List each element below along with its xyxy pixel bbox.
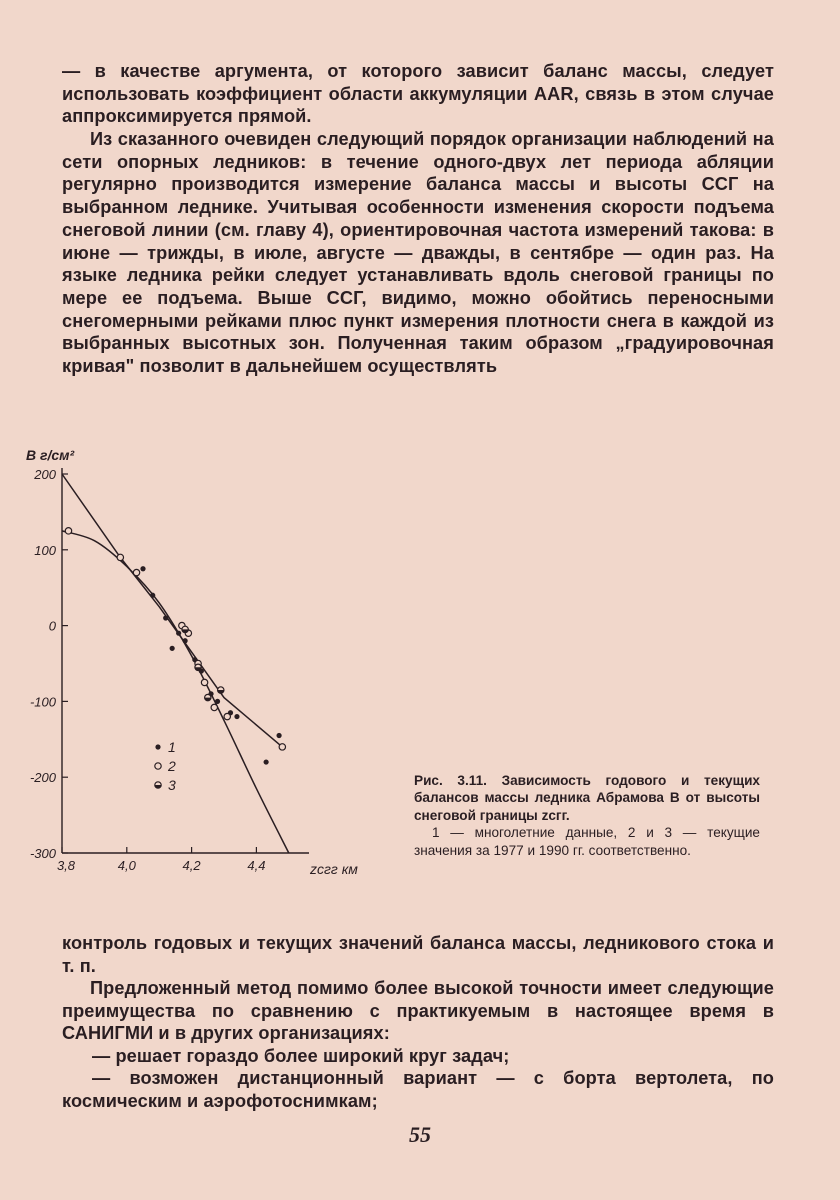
paragraph-2: Из сказанного очевиден следующий порядок организации наблюдений на сети опорных ледников: в течение одного-двух лет периода абляции регулярно производится измерение баланса массы и высоты ССГ на выбранном леднике. Учитывая особенности изменения скорости подъема снеговой линии (см. главу 4), ориентировочная частота измерений такова: в июне — трижды, в июле, августе — дважды, в сентябре — один раз. На языке ледника рейки следует устанавливать вдоль снеговой границы по мере ее подъема. Выше ССГ, видимо, можно обойтись переносными снегомерными рейками плюс пункт измерения плотности снега в каждой из выбранных высотных зон. Полученная таким образом „градуировочная кривая" позволит в дальнейшем осуществлять	[62, 129, 774, 377]
legend-marker-1	[155, 744, 160, 749]
data-point-series-1	[264, 759, 269, 764]
data-point-series-1	[163, 615, 168, 620]
data-point-series-2	[211, 704, 217, 710]
data-point-series-3	[195, 664, 201, 670]
data-point-series-1	[183, 638, 188, 643]
data-point-series-3	[182, 626, 188, 632]
data-point-series-1	[170, 646, 175, 651]
legend-marker-3	[155, 782, 161, 788]
y-tick-label: -300	[29, 846, 56, 861]
paragraph-5: — решает гораздо более широкий круг задач;	[92, 1046, 510, 1066]
x-tick-label: 4,2	[182, 858, 201, 873]
paragraph-4: Предложенный метод помимо более высокой точности имеет следующие преимущества по сравнению с практикуемым в настоящее время в САНИГМИ и в других организациях:	[62, 978, 774, 1044]
data-point-series-2	[65, 528, 71, 534]
legend-label-1: 1	[168, 739, 176, 755]
chart-points	[65, 528, 285, 765]
data-point-series-2	[117, 554, 123, 560]
data-point-series-2	[224, 713, 230, 719]
data-point-series-1	[234, 714, 239, 719]
chart-axes	[30, 467, 309, 873]
page-number: 55	[409, 1122, 431, 1147]
chart-curves	[62, 474, 289, 853]
data-point-series-3	[218, 687, 224, 693]
y-tick-label: -100	[29, 694, 56, 710]
y-tick-label: 200	[34, 467, 56, 482]
data-point-series-1	[140, 566, 145, 571]
x-axis-label: zсгг км	[310, 861, 358, 877]
x-tick-label: 3,8	[56, 858, 76, 873]
paragraph-3: контроль годовых и текущих значений баланса массы, ледникового стока и т. п.	[62, 933, 774, 976]
legend-label-3: 3	[168, 777, 176, 793]
y-tick-label: 100	[34, 542, 56, 558]
data-point-series-2	[279, 744, 285, 750]
data-point-series-3	[205, 694, 211, 700]
y-tick-label: 0	[48, 618, 56, 634]
y-axis-label: B г/см²	[26, 447, 75, 463]
data-point-series-2	[201, 679, 207, 685]
y-tick-label: -200	[29, 770, 56, 786]
caption-legend: 1 — многолетние данные, 2 и 3 — текущие значения за 1977 и 1990 гг. соответственно.	[414, 825, 760, 858]
data-point-series-1	[215, 699, 220, 704]
legend-marker-2	[155, 763, 161, 769]
caption-title: Рис. 3.11. Зависимость годового и текущих балансов массы ледника Абрамова B от высоты снеговой границы zсгг.	[414, 773, 760, 823]
paragraph-6: — возможен дистанционный вариант — с борта вертолета, по космическим и аэрофотоснимкам;	[62, 1068, 774, 1111]
fit-curve-2	[62, 531, 289, 853]
chart-legend	[155, 739, 176, 793]
paragraph-1: — в качестве аргумента, от которого зависит баланс массы, следует использовать коэффициент области аккумуляции AAR, связь в этом случае аппроксимируется прямой.	[62, 61, 774, 127]
data-point-series-2	[133, 569, 139, 575]
data-point-series-1	[176, 631, 181, 636]
data-point-series-1	[276, 733, 281, 738]
figure-caption	[414, 772, 760, 859]
data-point-series-1	[150, 593, 155, 598]
fit-curve-1	[62, 474, 282, 747]
x-tick-label: 4,0	[117, 858, 136, 873]
legend-label-2: 2	[168, 758, 176, 774]
x-tick-label: 4,4	[247, 858, 266, 873]
